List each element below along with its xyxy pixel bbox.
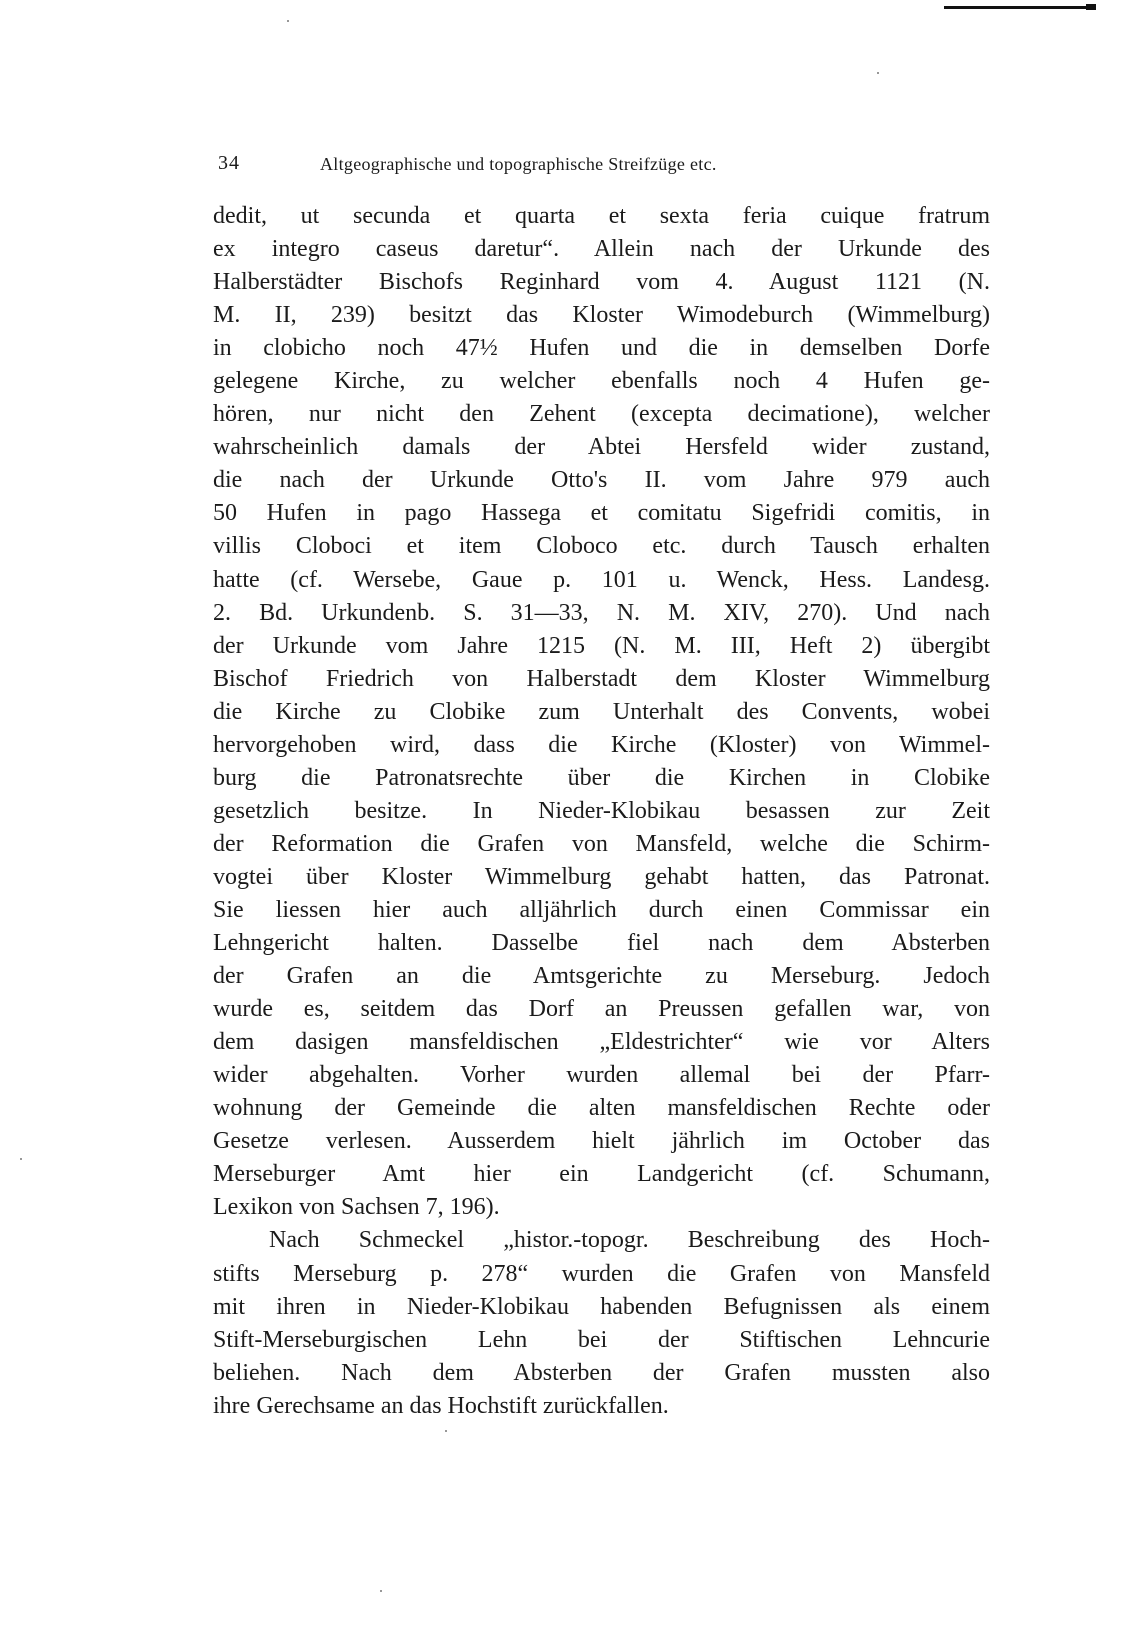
text-line: hören, nur nicht den Zehent (excepta decimatione), welcher [213,401,990,428]
text-line: stifts Merseburg p. 278“ wurden die Grafen von Mansfeld [213,1260,990,1287]
text-line: wohnung der Gemeinde die alten mansfeldischen Rechte oder [213,1095,990,1122]
text-line: wahrscheinlich damals der Abtei Hersfeld wider zustand, [213,434,990,461]
text-line: hatte (cf. Wersebe, Gaue p. 101 u. Wenck, Hess. Landesg. [213,566,990,593]
text-line: gelegene Kirche, zu welcher ebenfalls noch 4 Hufen ge- [213,368,990,395]
print-speck [20,1158,22,1160]
text-line: dedit, ut secunda et quarta et sexta feria cuique fratrum [213,203,990,229]
text-line: Nach Schmeckel „histor.-topogr. Beschreibung des Hoch- [269,1227,990,1254]
text-line: der Grafen an die Amtsgerichte zu Merseburg. Jedoch [213,963,990,990]
text-line: Lexikon von Sachsen 7, 196). [213,1194,500,1221]
paragraph-1 [213,200,990,1224]
text-line: der Reformation die Grafen von Mansfeld, welche die Schirm- [213,830,990,857]
body-text [213,200,990,1423]
text-line: Halberstädter Bischofs Reginhard vom 4. August 1121 (N. [213,269,990,296]
text-line: 2. Bd. Urkundenb. S. 31—33, N. M. XIV, 270). Und nach [213,599,990,626]
text-line: Sie liessen hier auch alljährlich durch einen Commissar ein [213,896,990,923]
text-line: gesetzlich besitze. In Nieder-Klobikau besassen zur Zeit [213,797,990,824]
text-line: dem dasigen mansfeldischen „Eldestrichter“ wie vor Alters [213,1029,990,1056]
text-line: Stift-Merseburgischen Lehn bei der Stiftischen Lehncurie [213,1326,990,1353]
text-line: wurde es, seitdem das Dorf an Preussen gefallen war, von [213,996,990,1023]
text-line: vogtei über Kloster Wimmelburg gehabt hatten, das Patronat. [213,863,990,890]
running-title: Altgeographische und topographische Streifzüge etc. [320,154,717,174]
text-line: Gesetze verlesen. Ausserdem hielt jährlich im October das [213,1128,990,1155]
text-line: Merseburger Amt hier ein Landgericht (cf. Schumann, [213,1161,990,1188]
page-number: 34 [218,152,240,174]
text-line: ex integro caseus daretur“. Allein nach der Urkunde des [213,236,990,263]
text-line: wider abgehalten. Vorher wurden allemal bei der Pfarr- [213,1062,990,1089]
print-speck [877,72,879,74]
print-speck [287,20,289,22]
text-line: Lehngericht halten. Dasselbe fiel nach dem Absterben [213,930,990,957]
text-line: M. II, 239) besitzt das Kloster Wimodeburch (Wimmelburg) [213,302,990,329]
paragraph-2 [213,1224,990,1422]
text-line: hervorgehoben wird, dass die Kirche (Kloster) von Wimmel- [213,731,990,758]
text-line: die nach der Urkunde Otto's II. vom Jahre 979 auch [213,467,990,494]
running-header [218,152,878,178]
text-line: in clobicho noch 47½ Hufen und die in demselben Dorfe [213,335,990,362]
print-speck [445,1430,447,1432]
print-speck [380,1590,382,1592]
text-line: burg die Patronatsrechte über die Kirchen in Clobike [213,764,990,791]
text-line: 50 Hufen in pago Hassega et comitatu Sigefridi comitis, in [213,500,990,527]
text-line: Bischof Friedrich von Halberstadt dem Kloster Wimmelburg [213,665,990,692]
text-line: villis Cloboci et item Cloboco etc. durch Tausch erhalten [213,533,990,560]
text-line: ihre Gerechsame an das Hochstift zurückfallen. [213,1392,669,1419]
text-line: der Urkunde vom Jahre 1215 (N. M. III, Heft 2) übergibt [213,632,990,659]
text-line: beliehen. Nach dem Absterben der Grafen mussten also [213,1359,990,1386]
top-rule-mark [944,6,1096,9]
text-line: mit ihren in Nieder-Klobikau habenden Befugnissen als einem [213,1293,990,1320]
text-line: die Kirche zu Clobike zum Unterhalt des Convents, wobei [213,698,990,725]
